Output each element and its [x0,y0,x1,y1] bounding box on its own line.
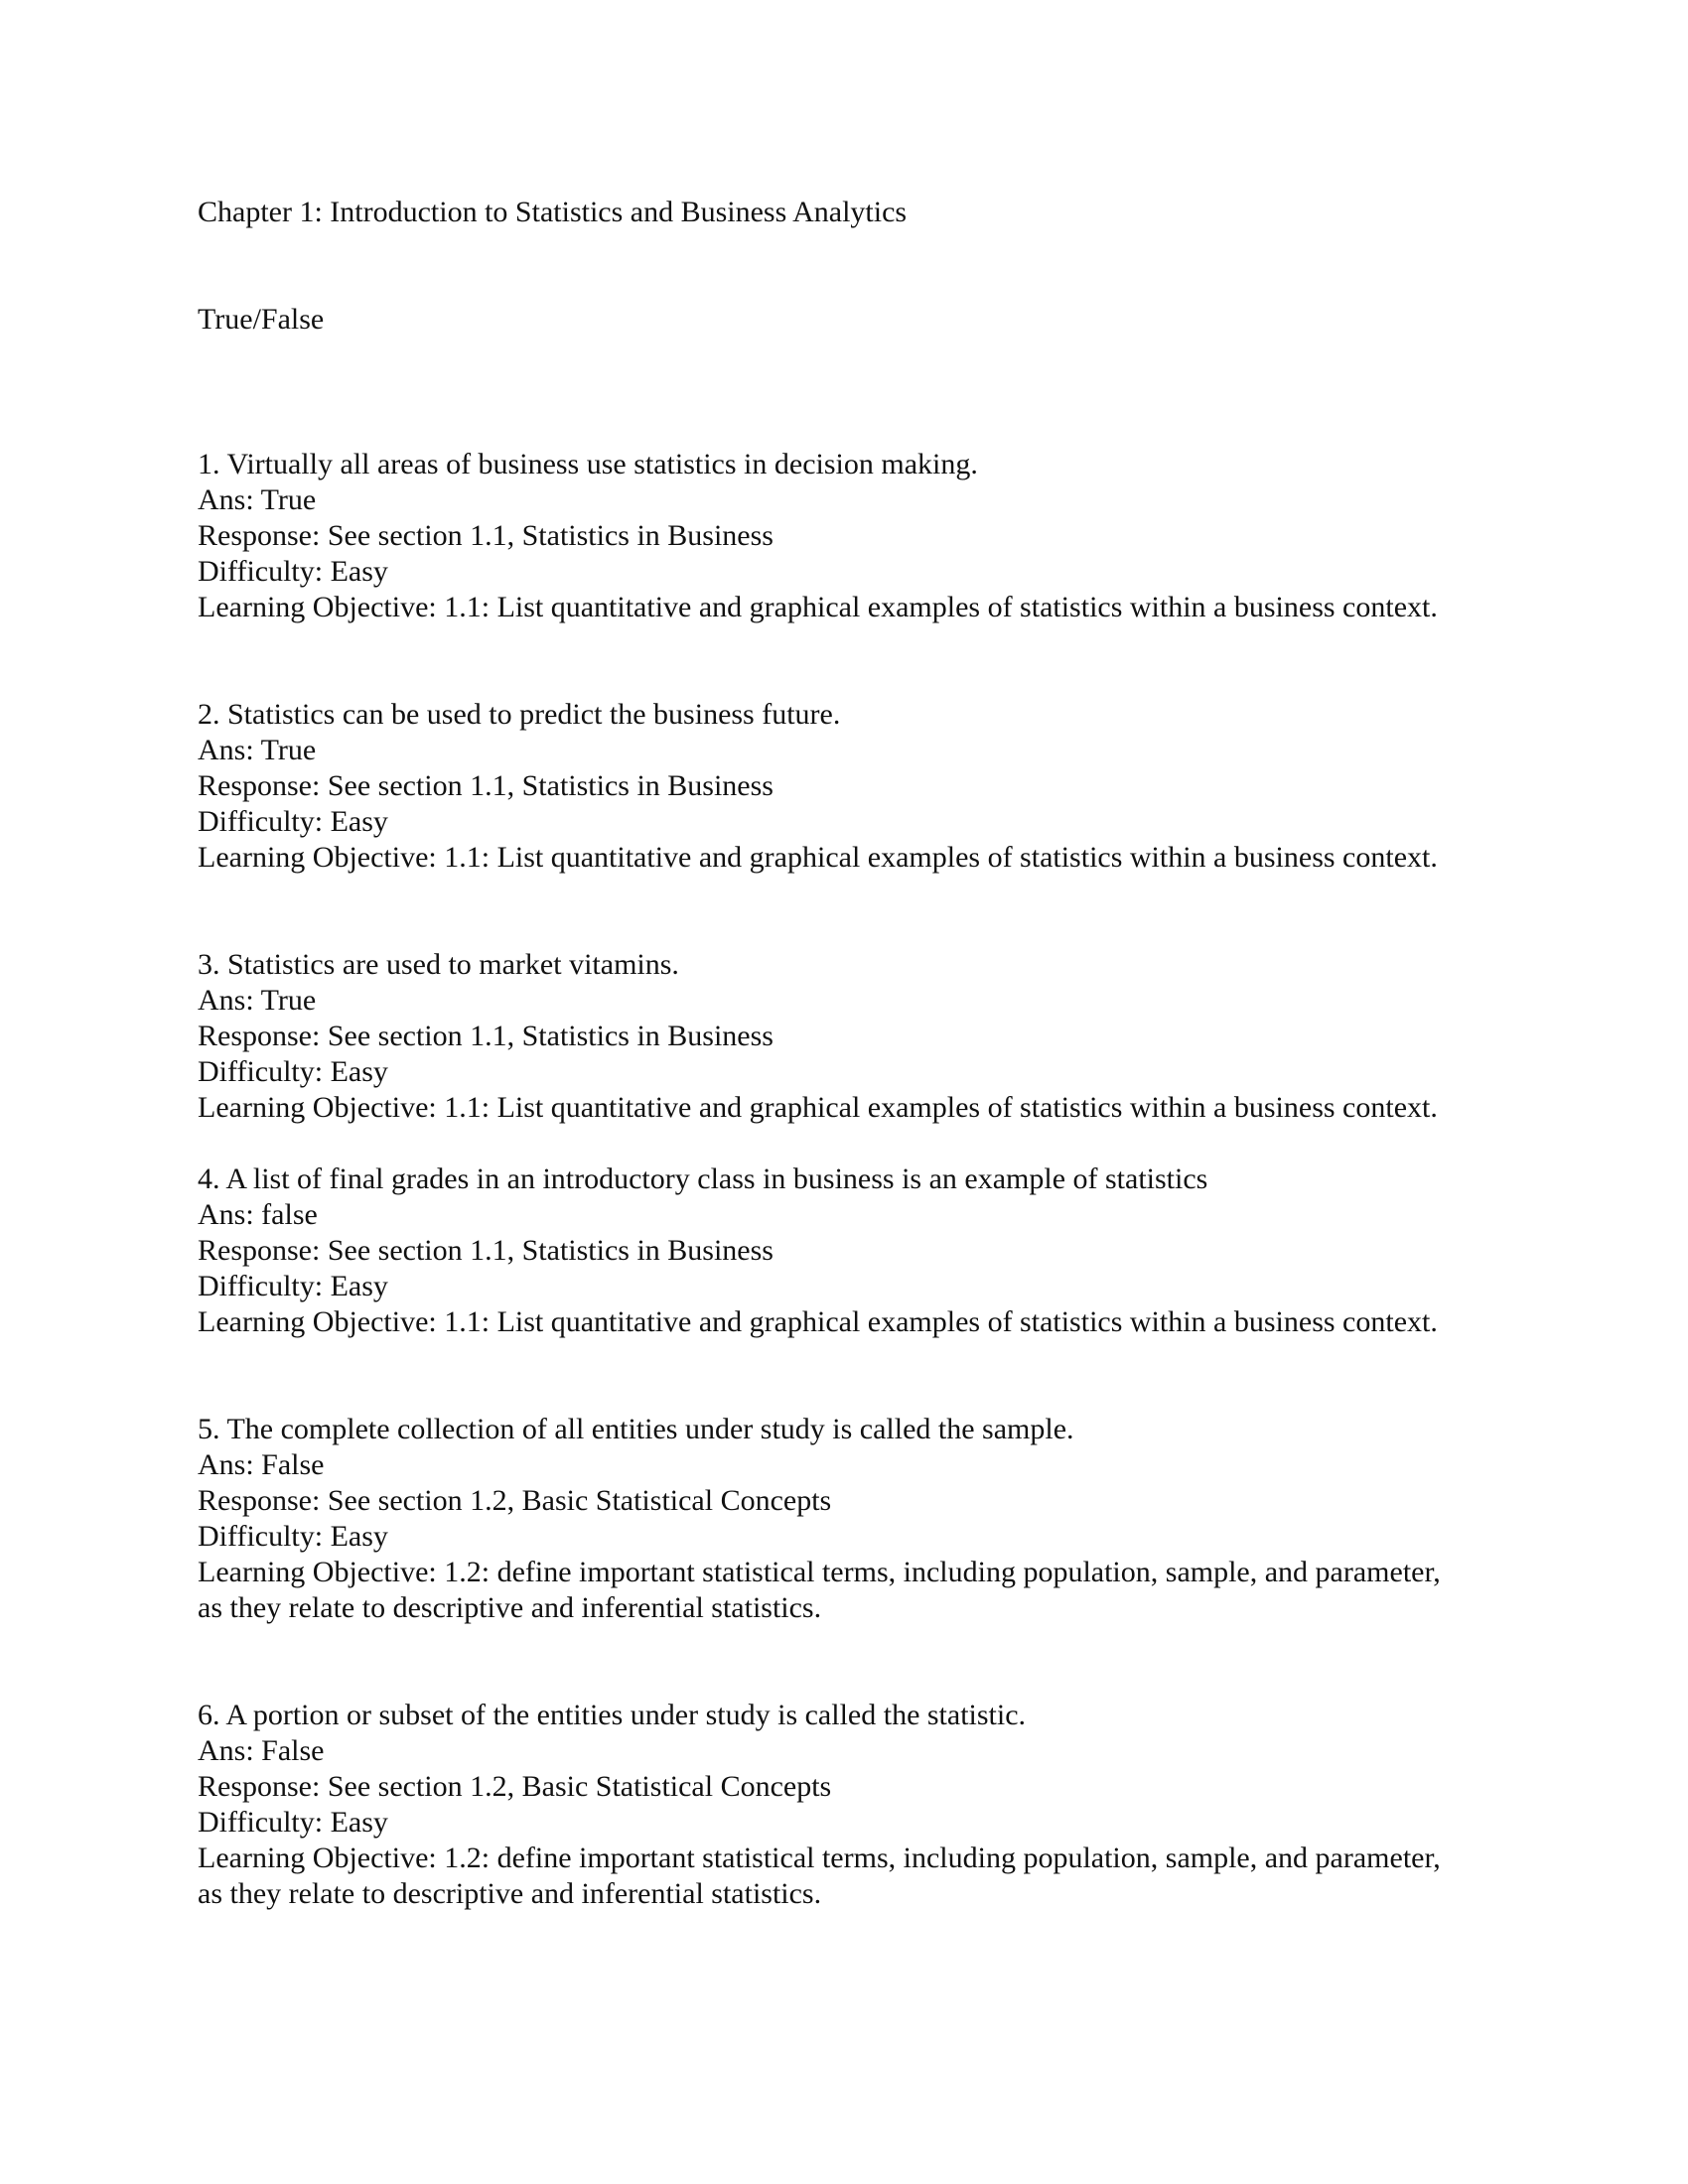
response-text: Response: See section 1.1, Statistics in Business [198,769,774,802]
answer-text: Ans: True [198,483,317,516]
learning-objective-text: Learning Objective: 1.2: define important statistical terms, including population, sample, and parameter, [198,1556,1441,1588]
difficulty-text: Difficulty: Easy [198,1806,388,1839]
question-text: 2. Statistics can be used to predict the business future. [198,698,841,731]
question-text: 1. Virtually all areas of business use statistics in decision making. [198,448,978,480]
learning-objective-continued-text: as they relate to descriptive and inferential statistics. [198,1877,822,1910]
learning-objective-text: Learning Objective: 1.2: define important statistical terms, including population, sample, and parameter, [198,1842,1441,1874]
chapter-title: Chapter 1: Introduction to Statistics and Business Analytics [198,196,908,228]
question-text: 4. A list of final grades in an introductory class in business is an example of statistics [198,1162,1208,1195]
learning-objective-text: Learning Objective: 1.1: List quantitative and graphical examples of statistics within a business context. [198,1305,1438,1338]
question-text: 6. A portion or subset of the entities under study is called the statistic. [198,1699,1027,1731]
difficulty-text: Difficulty: Easy [198,1520,388,1553]
response-text: Response: See section 1.1, Statistics in Business [198,519,774,552]
question-text: 3. Statistics are used to market vitamins. [198,948,679,981]
difficulty-text: Difficulty: Easy [198,805,388,838]
difficulty-text: Difficulty: Easy [198,1055,388,1088]
difficulty-text: Difficulty: Easy [198,1270,388,1302]
difficulty-text: Difficulty: Easy [198,555,388,588]
learning-objective-text: Learning Objective: 1.1: List quantitative and graphical examples of statistics within a business context. [198,1091,1438,1124]
learning-objective-continued-text: as they relate to descriptive and inferential statistics. [198,1591,822,1624]
answer-text: Ans: False [198,1448,325,1481]
response-text: Response: See section 1.2, Basic Statistical Concepts [198,1484,832,1517]
response-text: Response: See section 1.1, Statistics in Business [198,1020,774,1052]
answer-text: Ans: False [198,1734,325,1767]
learning-objective-text: Learning Objective: 1.1: List quantitative and graphical examples of statistics within a business context. [198,591,1438,623]
answer-text: Ans: True [198,984,317,1017]
response-text: Response: See section 1.2, Basic Statistical Concepts [198,1770,832,1803]
response-text: Response: See section 1.1, Statistics in Business [198,1234,774,1267]
learning-objective-text: Learning Objective: 1.1: List quantitative and graphical examples of statistics within a business context. [198,841,1438,874]
answer-text: Ans: True [198,734,317,766]
question-text: 5. The complete collection of all entities under study is called the sample. [198,1413,1074,1445]
answer-text: Ans: false [198,1198,318,1231]
section-label: True/False [198,303,325,336]
